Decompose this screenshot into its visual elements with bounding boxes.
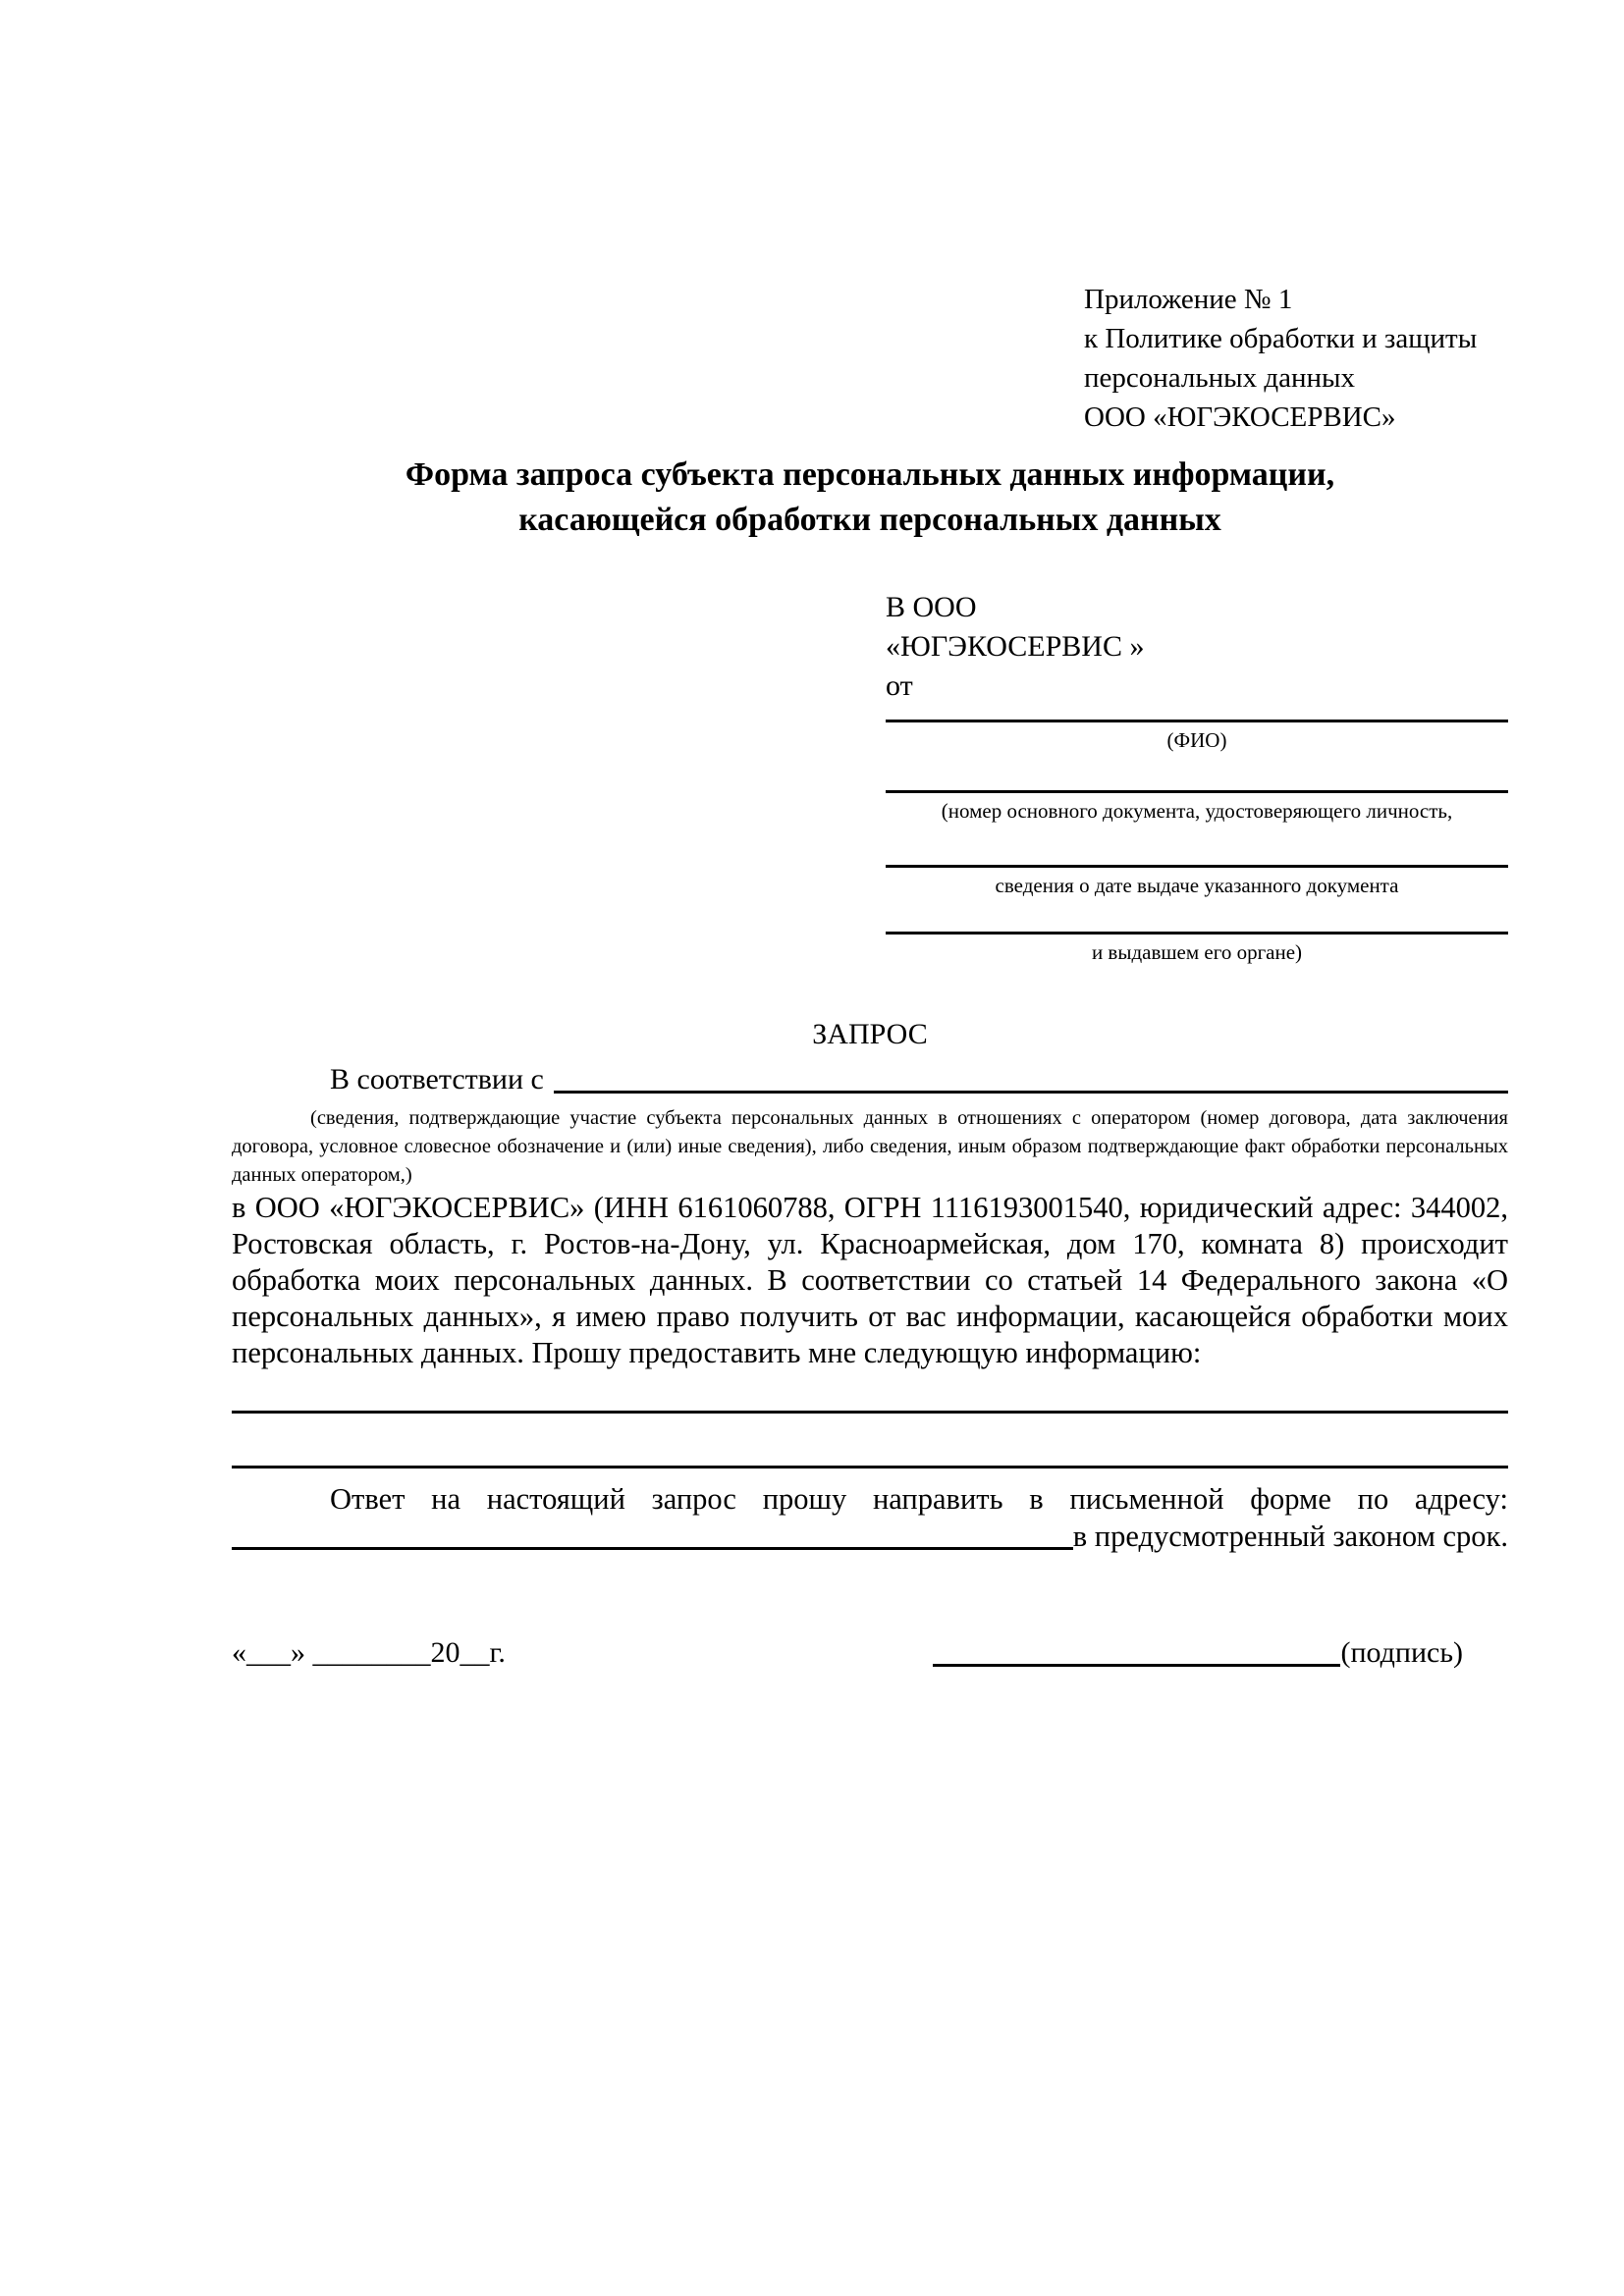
fill-in-line bbox=[886, 790, 1508, 793]
field-caption: и выдавшем его органе) bbox=[1091, 940, 1303, 964]
field-caption: (номер основного документа, удостоверяющего личность, bbox=[941, 799, 1453, 823]
reply-suffix: в предусмотренный законом срок. bbox=[1072, 1520, 1508, 1553]
fill-in-line bbox=[232, 1547, 1073, 1550]
appendix-line: к Политике обработки и защиты bbox=[1084, 323, 1478, 354]
signature-line bbox=[933, 1664, 1340, 1667]
reply-sentence: Ответ на настоящий запрос прошу направить в письменной форме по адресу: bbox=[330, 1482, 1508, 1516]
body-paragraph: в ООО «ЮГЭКОСЕРВИС» (ИНН 6161060788, ОГРН 1116193001540, юридический адрес: 344002, Ростовская область, г. Ростов-на-Дону, ул. Красноармейская, дом 170, комната 8) происходит обработка моих персональных данных. В соответствии со статьей 14 Федерального закона «О персональных данных», я имею право получить от вас информации, касающейся обработки моих персональных данных. Прошу предоставить мне следующую информацию: bbox=[232, 1191, 1508, 1369]
title-line: касающейся обработки персональных данных bbox=[518, 502, 1221, 538]
document-content bbox=[232, 280, 1508, 1672]
appendix-block bbox=[1084, 280, 1508, 437]
issuing-authority-field bbox=[886, 932, 1508, 965]
fill-in-line bbox=[232, 1466, 1508, 1468]
fill-in-line bbox=[554, 1091, 1508, 1094]
request-heading: ЗАПРОС bbox=[812, 1018, 928, 1050]
signature-group bbox=[933, 1634, 1463, 1672]
title-line: Форма запроса субъекта персональных данных информации, bbox=[405, 456, 1335, 493]
appendix-line: персональных данных bbox=[1084, 362, 1356, 394]
addressee-line: В ООО bbox=[886, 591, 977, 623]
addressee-line: от bbox=[886, 669, 913, 702]
signature-caption: (подпись) bbox=[1340, 1636, 1463, 1669]
issue-date-field bbox=[886, 865, 1508, 898]
appendix-line: ООО «ЮГЭКОСЕРВИС» bbox=[1084, 401, 1396, 433]
signature-row bbox=[232, 1634, 1508, 1672]
fio-field bbox=[886, 720, 1508, 753]
fill-in-line bbox=[886, 932, 1508, 934]
addressee-block bbox=[886, 588, 1508, 965]
appendix-line: Приложение № 1 bbox=[1084, 284, 1293, 315]
fill-in-line bbox=[886, 865, 1508, 868]
accordance-row bbox=[232, 1061, 1508, 1098]
date-blank: «___» ________20__г. bbox=[232, 1636, 506, 1669]
accordance-prefix: В соответствии с bbox=[330, 1063, 544, 1095]
fill-in-line bbox=[886, 720, 1508, 722]
field-caption: (ФИО) bbox=[1166, 728, 1227, 752]
addressee-line: «ЮГЭКОСЕРВИС » bbox=[886, 630, 1145, 663]
footnote-text: (сведения, подтверждающие участие субъекта персональных данных в отношениях с оператором (номер договора, дата заключения договора, условное словесное обозначение и (или) иные сведения), либо сведения, иным образом подтверждающие факт обработки персональных данных оператором,) bbox=[232, 1107, 1508, 1186]
document-title bbox=[232, 453, 1508, 543]
fill-in-line bbox=[232, 1411, 1508, 1414]
document-number-field bbox=[886, 790, 1508, 824]
field-caption: сведения о дате выдаче указанного документа bbox=[995, 874, 1399, 897]
address-row bbox=[232, 1518, 1508, 1555]
